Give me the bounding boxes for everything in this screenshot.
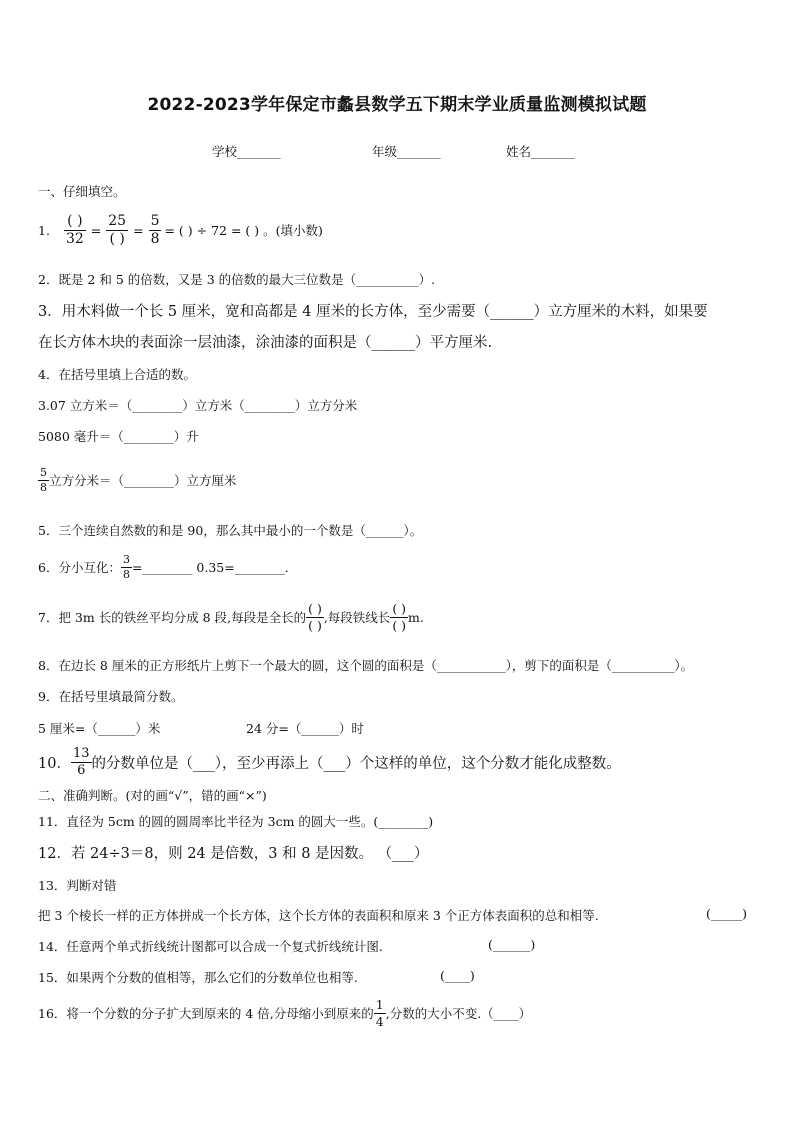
fraction xyxy=(38,467,49,493)
question-7-prompt: 7．把 3m 长的铁丝平均分成 8 段,每段是全长的 xyxy=(38,610,307,625)
numerator: 25 xyxy=(108,212,127,229)
denominator: 4 xyxy=(375,1013,384,1029)
equals-sign: = xyxy=(90,222,102,238)
denominator: 32 xyxy=(65,230,84,247)
question-10-text[interactable]: 的分数单位是（___），至少再添上（___）个这样的单位，这个分数才能化成整数。 xyxy=(91,755,621,772)
question-10[interactable] xyxy=(38,742,621,782)
question-4b[interactable]: 5080 毫升＝（________）升 xyxy=(38,429,199,444)
question-12[interactable]: 12．若 24÷3＝8，则 24 是倍数，3 和 8 是因数。 （___） xyxy=(38,846,429,862)
question-11[interactable]: 11．直径为 5cm 的圆的圆周率比半径为 3cm 的圆大一些。(________) xyxy=(38,814,434,829)
question-2[interactable]: 2．既是 2 和 5 的倍数，又是 3 的倍数的最大三位数是（__________）. xyxy=(38,272,436,287)
student-info-row xyxy=(0,142,794,162)
fraction xyxy=(374,998,386,1027)
question-14: 14．任意两个单式折线统计图都可以合成一个复式折线统计图. xyxy=(38,939,383,954)
question-1 xyxy=(38,206,323,254)
page-title: 2022-2023学年保定市蠡县数学五下期末学业质量监测模拟试题 xyxy=(147,95,647,115)
blank-numerator[interactable]: ( ) xyxy=(392,601,407,617)
question-6-blanks[interactable]: =________ 0.35=________. xyxy=(131,559,289,575)
grade-field[interactable]: 年级_______ xyxy=(372,144,441,159)
question-5[interactable]: 5．三个连续自然数的和是 90，那么其中最小的一个数是（______）。 xyxy=(38,523,423,538)
question-16-prompt: 16．将一个分数的分子扩大到原来的 4 倍,分母缩小到原来的 xyxy=(38,1006,374,1021)
question-14-answer-blank[interactable]: (______) xyxy=(488,937,536,952)
denominator: 8 xyxy=(122,567,130,581)
numerator: 5 xyxy=(150,212,160,229)
blank-denominator[interactable]: ( ) xyxy=(109,230,125,247)
question-4: 4．在括号里填上合适的数。 xyxy=(38,367,196,382)
blank-numerator[interactable]: ( ) xyxy=(308,601,322,617)
numerator: 13 xyxy=(72,745,90,761)
question-number: 1. xyxy=(38,222,50,238)
equals-sign: = xyxy=(133,222,144,238)
question-number: 10． xyxy=(38,755,71,772)
question-9: 9．在括号里填最简分数。 xyxy=(38,689,184,704)
question-8[interactable]: 8．在边长 8 厘米的正方形纸片上剪下一个最大的圆，这个圆的面积是（___________），剪下的面积是（__________）。 xyxy=(38,658,694,673)
blank-denominator[interactable]: ( ) xyxy=(308,617,322,633)
numerator: 3 xyxy=(122,552,130,566)
question-3-line-1[interactable]: 3．用木料做一个长 5 厘米，宽和高都是 4 厘米的长方体，至少需要（______）立方厘米的木料，如果要 xyxy=(38,304,708,320)
blank-numerator[interactable]: ( ) xyxy=(64,214,86,231)
question-7[interactable] xyxy=(38,596,424,638)
question-4c[interactable] xyxy=(38,459,237,501)
question-4a[interactable]: 3.07 立方米＝（________）立方米（________）立方分米 xyxy=(38,398,358,413)
question-6-prompt: 6．分小互化： xyxy=(38,560,121,575)
fraction xyxy=(64,214,86,246)
numerator: 1 xyxy=(375,997,384,1013)
fraction xyxy=(149,214,162,246)
question-15-answer-blank[interactable]: (____) xyxy=(440,968,475,983)
denominator: 6 xyxy=(77,762,86,778)
denominator: 8 xyxy=(40,480,47,494)
section-heading-fill-in: 一、仔细填空。 xyxy=(38,184,126,199)
fraction[interactable] xyxy=(390,602,408,631)
question-15: 15．如果两个分数的值相等，那么它们的分数单位也相等. xyxy=(38,970,358,985)
school-field[interactable]: 学校_______ xyxy=(212,144,281,159)
section-heading-judgement: 二、准确判断。(对的画“√”，错的画“×”) xyxy=(38,788,267,803)
question-1-tail[interactable]: = ( ) ÷ 72 = ( ) 。(填小数) xyxy=(164,223,323,238)
question-9b[interactable]: 24 分=（______）时 xyxy=(246,721,364,736)
question-13a: 把 3 个棱长一样的正方体拼成一个长方体，这个长方体的表面积和原来 3 个正方体表面积的总和相等. xyxy=(38,908,599,923)
denominator: 8 xyxy=(150,230,160,247)
question-16[interactable] xyxy=(38,993,531,1033)
name-field[interactable]: 姓名_______ xyxy=(506,144,575,159)
unit-label: m. xyxy=(408,609,424,625)
question-6[interactable] xyxy=(38,552,289,582)
question-13: 13．判断对错 xyxy=(38,878,117,893)
question-13a-answer-blank[interactable]: (_____) xyxy=(706,906,748,921)
question-3-line-2[interactable]: 在长方体木块的表面涂一层油漆，涂油漆的面积是（______）平方厘米. xyxy=(38,335,493,351)
question-9a[interactable]: 5 厘米=（______）米 xyxy=(38,721,161,736)
fraction xyxy=(71,747,92,777)
question-16-tail[interactable]: ,分数的大小不变.（____） xyxy=(385,1006,532,1021)
question-4c-text[interactable]: 立方分米＝（________）立方厘米 xyxy=(49,473,237,488)
numerator: 5 xyxy=(40,465,47,479)
fraction xyxy=(106,214,128,246)
fraction[interactable] xyxy=(306,602,324,631)
blank-denominator[interactable]: ( ) xyxy=(392,617,407,633)
question-7-middle: ,每段铁线长 xyxy=(323,610,391,625)
fraction xyxy=(121,554,132,580)
